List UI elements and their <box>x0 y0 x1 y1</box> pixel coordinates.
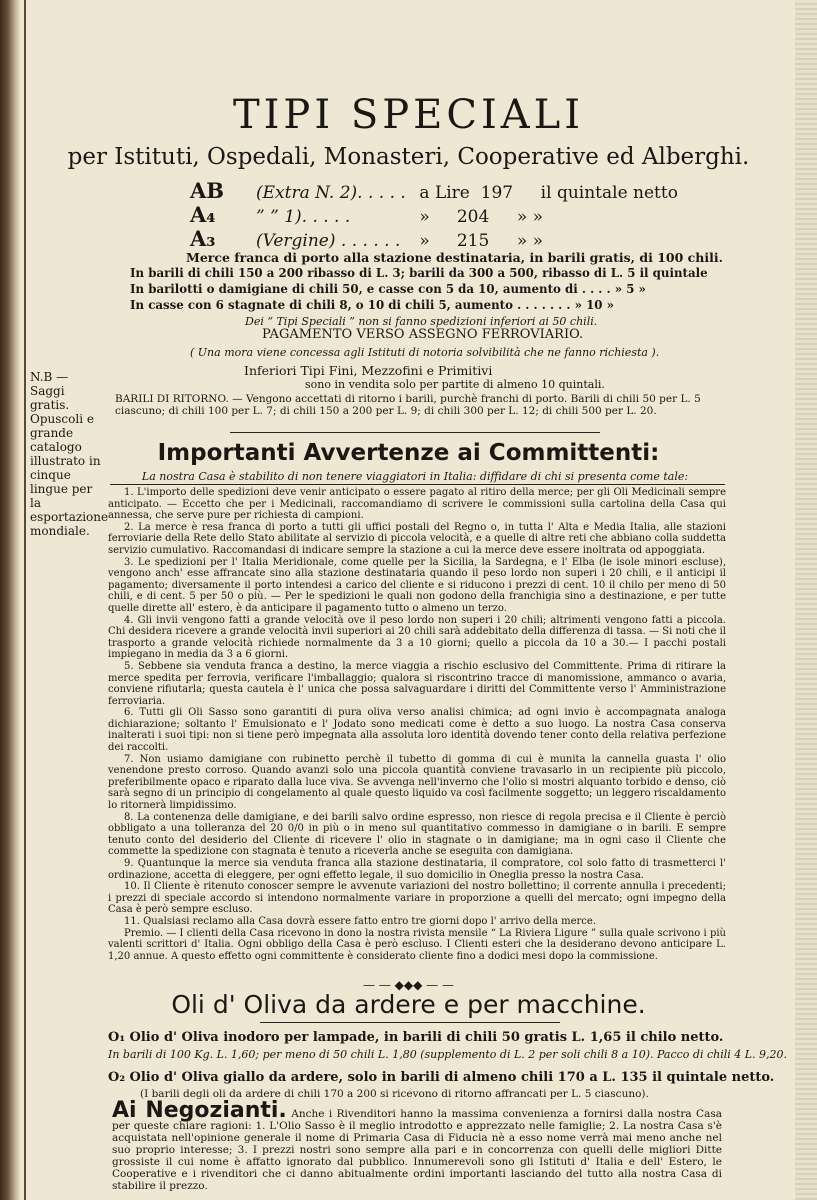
barili-paragraph <box>115 393 730 417</box>
payment-heading: PAGAMENTO VERSO ASSEGNO FERROVIARIO. <box>262 327 584 342</box>
list-item: 11. Qualsiasi reclamo alla Casa dovrà essere fatto entro tre giorni dopo l' arrivo della merce. <box>124 915 596 927</box>
section-heading: Importanti Avvertenze ai Committenti: <box>157 440 660 466</box>
divider <box>110 484 725 485</box>
price-label: ” ” 1). . . . . <box>256 207 351 227</box>
price-row: A₃ (Vergine) . . . . . . » 215 » » <box>190 226 544 251</box>
notice-small: Dei “ Tipi Speciali ” non si fanno spedizioni inferiori ai 50 chili. <box>245 315 598 328</box>
price-row: AB (Extra N. 2). . . . . a Lire 197 il quintale netto <box>190 178 678 203</box>
price-value: 215 <box>456 231 490 251</box>
page-subtitle: per Istituti, Ospedali, Monasteri, Cooperative ed Alberghi. <box>67 144 750 170</box>
price-value: 204 <box>456 207 490 227</box>
negozianti-paragraph <box>112 1098 722 1192</box>
price-code: A₄ <box>190 202 216 227</box>
price-label: (Extra N. 2). . . . . <box>256 183 406 203</box>
list-item: 7. Non usiamo damigiane con rubinetto perchè il tubetto di gomma di cui è munita la cannella guasta l' olio venendone presto corroso. Quando avanzi solo una piccola quantità conviene travasarlo in un recipiente più piccolo, preferibilmente opaco e riparato dalla luce viva. Se avvenga nell'inverno che l'olio si mostri alquanto torbido e denso, ciò sarà segno di un principio di congelamento al quale questo liquido va così facilmente soggetto; un leggero riscaldamento lo ritornerà limpidissimo. <box>108 753 726 812</box>
list-item: 10. Il Cliente è ritenuto conoscer sempre le avvenute variazioni del nostro bollettino; il corrente annulla i precedenti; i prezzi di speciale accordo si intendono normalmente variare in proporzione a quelli del mercato; ogni impegno della Casa è però sempre escluso. <box>108 881 726 916</box>
list-item: 2. La merce è resa franca di porto a tutti gli uffici postali del Regno o, in tutta l' Alta e Media Italia, alle stazioni ferroviarie della Rete dello Stato abilitate al servizio di piccola velocità, e a quelle di altre reti che abbiano colla suddetta servizio cumulativo. Raccomandasi di indicare sempre la stazione a cui la merce deve essere inoltrata od appoggiata. <box>108 521 726 556</box>
price-label: (Vergine) . . . . . . <box>256 231 401 251</box>
list-item: 6. Tutti gli Oli Sasso sono garantiti di pura oliva verso analisi chimica; ad ogni invio è accompagnata analoga dichiarazione; soltanto l' Emulsionato e l' Jodato sono medicati come è detto a suo luogo. La nostra Casa conserva inalterati i suoi tipi: non si tiene però impegnata alla assoluta loro identità dovendo tener conto della relativa perfezione dei raccolti. <box>108 707 726 754</box>
condition-line: Merce franca di porto alla stazione destinataria, in barili gratis, di 100 chili. <box>186 250 723 265</box>
list-item: 5. Sebbene sia venduta franca a destino, la merce viaggia a rischio esclusivo del Committente. Prima di ritirare la merce spedita per ferrovia, verificare l'imballaggio; qualora si riscontrino tracce di manomissione, ammanco o avaria, conviene rifiutarla; questa cautela è l' unica che possa salvaguardare i diritti del Committente verso l' Amministrazione ferroviaria. <box>108 660 726 707</box>
condition-line: In casse con 6 stagnate di chili 8, o 10 di chili 5, aumento . . . . . . . » 10 » <box>130 298 614 312</box>
ornament-divider: — — ◆◆◆ — — <box>363 978 454 992</box>
list-item: 9. Quantunque la merce sia venduta franca alla stazione destinataria, il compratore, col solo fatto di trasmetterci l' ordinazione, accetta di eleggere, per ogni effetto legale, il suo domicilio in Oneglia presso la nostra Casa. <box>108 858 726 881</box>
price-code: AB <box>190 178 225 203</box>
oil-line: O₂ Olio d' Oliva giallo da ardere, solo in barili di almeno chili 170 a L. 135 il quintale netto. <box>108 1070 775 1085</box>
list-item: 1. L'importo delle spedizioni deve venir anticipato o essere pagato al ritiro della merce; per gli Oli Medicinali sempre anticipato. — Eccetto che per i Medicinali, raccomandiamo di scrivere le commissioni sulla cartolina della Casa qui annessa, che serve pure per richiesta di campioni. <box>108 487 726 522</box>
inferiori-note: sono in vendita solo per partite di almeno 10 quintali. <box>305 378 605 391</box>
inferiori-heading: Inferiori Tipi Fini, Mezzofini e Primitivi <box>244 363 493 378</box>
list-item: 4. Gli invii vengono fatti a grande velocità ove il peso lordo non superi i 20 chili; altrimenti vengono fatti a piccola. Chi desidera ricevere a grande velocità invii superiori ai 20 chili sarà addebitato della differenza di tassa. — Si noti che il trasporto a grande velocità richiede normalmente da 3 a 10 giorni; quello a piccola da 10 a 30.— I pacchi postali impiegano in media da 3 a 6 giorni. <box>108 614 726 661</box>
section-subheading: La nostra Casa è stabilito di non tenere viaggiatori in Italia: diffidare di chi si presenta come tale: <box>141 470 689 483</box>
price-code: A₃ <box>190 226 216 251</box>
page-border-line <box>24 0 26 1200</box>
divider <box>260 1022 560 1023</box>
side-note: N.B — Saggi gratis. Opuscoli e grande catalogo illustrato in cinque lingue per la esportazione mondiale. <box>30 370 109 538</box>
price-row: A₄ ” ” 1). . . . . » 204 » » <box>190 202 544 227</box>
negozianti-heading: Ai Negozianti. <box>112 1098 287 1123</box>
barili-text: Vengono accettati di ritorno i barili, purchè franchi di porto. Barili di chili 50 per L. 5 ciascuno; di chili 100 per L. 7; di chili 150 a 200 per L. 9; di chili 300 per L. 12; di chili 500 per L. 20. <box>115 393 701 417</box>
torn-page-edge <box>795 0 817 1200</box>
condition-line: In barili di chili 150 a 200 ribasso di L. 3; barili da 300 a 500, ribasso di L. 5 il quintale <box>130 266 708 280</box>
oil-line: (I barili degli oli da ardere di chili 170 a 200 si ricevono di ritorno affrancati per L. 5 ciascuno). <box>140 1088 649 1100</box>
negozianti-text: Anche i Rivenditori hanno la massima convenienza a fornirsi dalla nostra Casa per queste chiare ragioni: 1. L'Olio Sasso è il meglio introdotto e apprezzato nelle famiglie; 2. La nostra Casa s'è acquistata nell'opinione generale il nome di Primaria Casa di Fiducia nè a esso nome verrà mai meno anche nel suo proprio interesse; 3. I prezzi nostri sono sempre alla pari e in concorrenza con quelli delle migliori Ditte grossiste il cui nome è affatto ignorato dal pubblico. Innumerevoli sono gli Istituti d' Italia e dell' Estero, le Cooperative e i rivenditori che ci danno abitualmente ordini importanti lasciando del tutto alla nostra Casa di stabilire il prezzo. <box>112 1108 722 1192</box>
avvertenze-list <box>108 487 726 962</box>
book-spine <box>0 0 20 1200</box>
barili-title: BARILI DI RITORNO. — <box>115 393 243 405</box>
oli-heading: Oli d' Oliva da ardere e per macchine. <box>171 990 646 1019</box>
price-value: 197 <box>480 183 514 203</box>
payment-note: ( Una mora viene concessa agli Istituti di notoria solvibilità che ne fanno richiesta ). <box>190 346 660 359</box>
oil-line: O₁ Olio d' Oliva inodoro per lampade, in barili di chili 50 gratis L. 1,65 il chilo netto. <box>108 1030 724 1045</box>
divider <box>230 432 600 433</box>
oil-line: In barili di 100 Kg. L. 1,60; per meno di 50 chili L. 1,80 (supplemento di L. 2 per soli chili 8 a 10). Pacco di chili 4 L. 9,20. <box>108 1048 788 1061</box>
list-item: Premio. — I clienti della Casa ricevono in dono la nostra rivista mensile “ La Riviera Ligure ” sulla quale scrivono i più valenti scrittori d' Italia. Ogni obbligo della Casa è però escluso. I Clienti esteri che la desiderano devono anticipare L. 1,20 annue. A questo effetto ogni committente è considerato cliente fino a dodici mesi dopo la commissione. <box>108 927 726 962</box>
list-item: 3. Le spedizioni per l' Italia Meridionale, come quelle per la Sicilia, la Sardegna, e l' Elba (le isole minori escluse), vengono anch' esse affrancate sino alla stazione destinataria quando il peso lordo non superi i 20 chili, e il anticipi il pagamento; diversamente il porto intendesi a carico del cliente e si riducono i prezzi di cent. 10 il chilo per meno di 50 chili, e di cent. 5 per 50 o più. — Per le spedizioni le quali non godono della franchigia sino a destinazione, e per tutte quelle dirette all' estero, è da anticipare il pagamento tutto o almeno un terzo. <box>108 556 726 614</box>
page-title: TIPI SPECIALI <box>232 92 585 138</box>
list-item: 8. La contenenza delle damigiane, e dei barili salvo ordine espresso, non riesce di regola precisa e il Cliente è perciò obbligato a una tolleranza del 20 0/0 in più o in meno sul quantitativo commesso in damigiane o in barili. E sempre tenuto conto del desiderio del Cliente di ricevere l' olio in stagnate o in damigiane; ma in ogni caso il Cliente che commette la spedizione con stagnata è tenuto a riceverla anche se eseguita con damigiana. <box>108 811 726 858</box>
condition-line: In barilotti o damigiane di chili 50, e casse con 5 da 10, aumento di . . . . » 5 » <box>130 282 646 296</box>
